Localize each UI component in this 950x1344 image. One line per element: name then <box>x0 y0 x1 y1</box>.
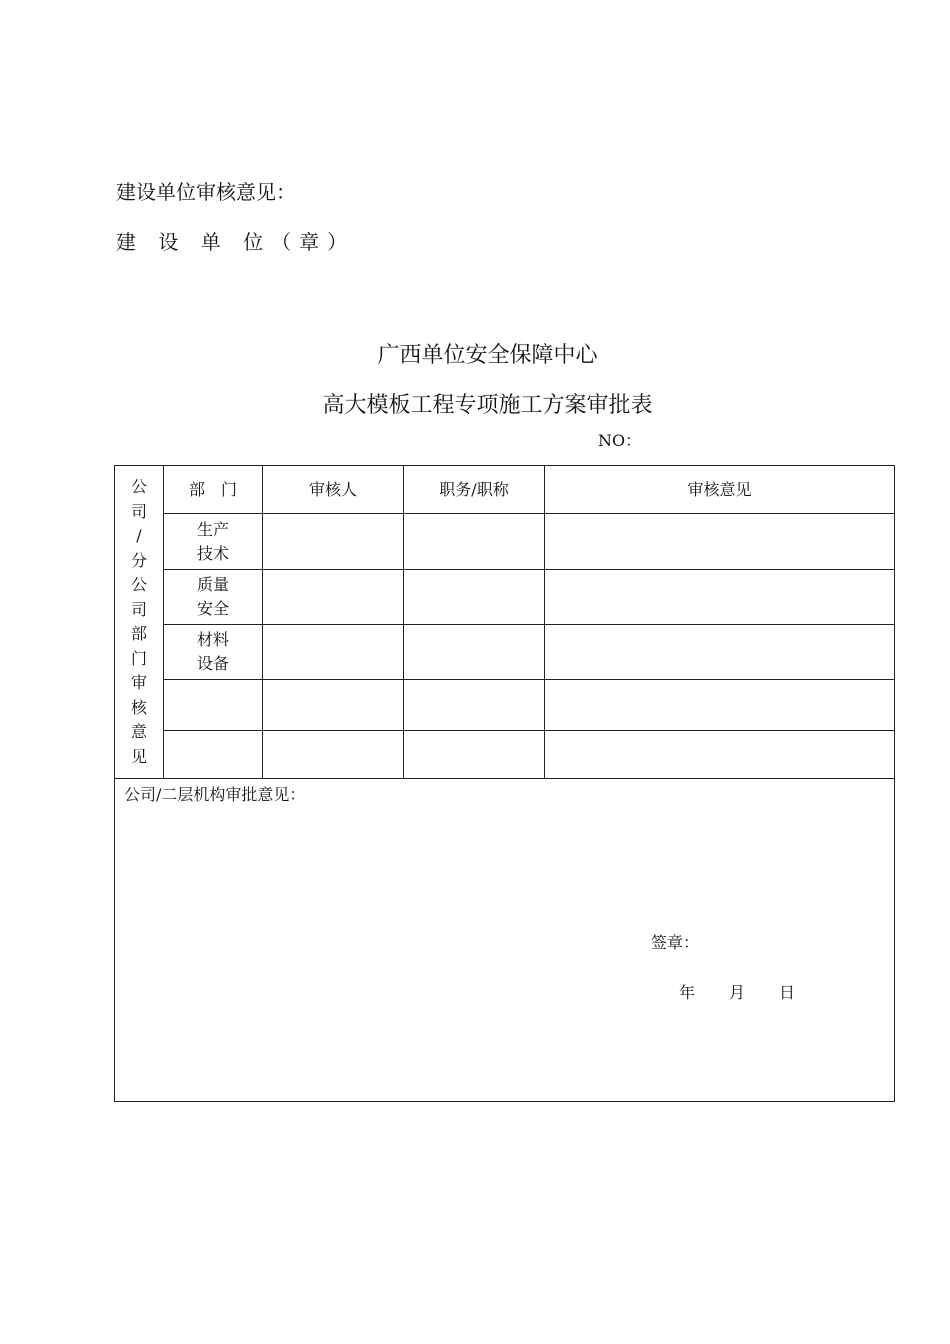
organization-title: 广西单位安全保障中心 <box>377 343 598 368</box>
opinion-cell[interactable] <box>545 680 895 731</box>
approval-label: 公司/二层机构审批意见： <box>124 785 306 804</box>
position-cell[interactable] <box>404 625 545 680</box>
table-row <box>115 625 895 680</box>
table-row <box>115 731 895 779</box>
table-header-row <box>115 466 895 514</box>
signature-label: 签章： <box>651 933 700 952</box>
position-cell[interactable] <box>404 514 545 570</box>
reviewer-cell[interactable] <box>263 625 404 680</box>
form-title: 高大模板工程专项施工方案审批表 <box>322 393 653 418</box>
reviewer-cell[interactable] <box>263 570 404 625</box>
column-header-department: 部 门 <box>164 466 263 514</box>
department-cell: 材料 设备 <box>164 625 263 680</box>
position-cell[interactable] <box>404 680 545 731</box>
reviewer-cell[interactable] <box>263 680 404 731</box>
column-header-position: 职务/职称 <box>404 466 545 514</box>
opinion-cell[interactable] <box>545 731 895 779</box>
form-number-label: NO： <box>598 431 642 450</box>
department-cell: 生产 技术 <box>164 514 263 570</box>
department-cell[interactable] <box>164 680 263 731</box>
position-cell[interactable] <box>404 570 545 625</box>
day-label: 日 <box>779 983 796 1002</box>
side-label: 公 司 / 分 公 司 部 门 审 核 意 见 <box>130 477 147 766</box>
approval-cell[interactable] <box>115 779 895 1102</box>
owner-review-label: 建设单位审核意见： <box>116 180 296 204</box>
table-row <box>115 570 895 625</box>
owner-seal-label: 建 设 单 位（章） <box>116 230 356 254</box>
department-cell: 质量 安全 <box>164 570 263 625</box>
department-cell[interactable] <box>164 731 263 779</box>
reviewer-cell[interactable] <box>263 731 404 779</box>
opinion-cell[interactable] <box>545 514 895 570</box>
approval-row <box>115 779 895 1102</box>
date-line <box>679 981 795 1005</box>
side-label-cell <box>115 466 164 779</box>
opinion-cell[interactable] <box>545 625 895 680</box>
column-header-opinion: 审核意见 <box>545 466 895 514</box>
table-row <box>115 680 895 731</box>
month-label: 月 <box>729 983 746 1002</box>
approval-form-table <box>114 465 895 1102</box>
column-header-reviewer: 审核人 <box>263 466 404 514</box>
year-label: 年 <box>679 983 696 1002</box>
reviewer-cell[interactable] <box>263 514 404 570</box>
position-cell[interactable] <box>404 731 545 779</box>
table-row <box>115 514 895 570</box>
opinion-cell[interactable] <box>545 570 895 625</box>
